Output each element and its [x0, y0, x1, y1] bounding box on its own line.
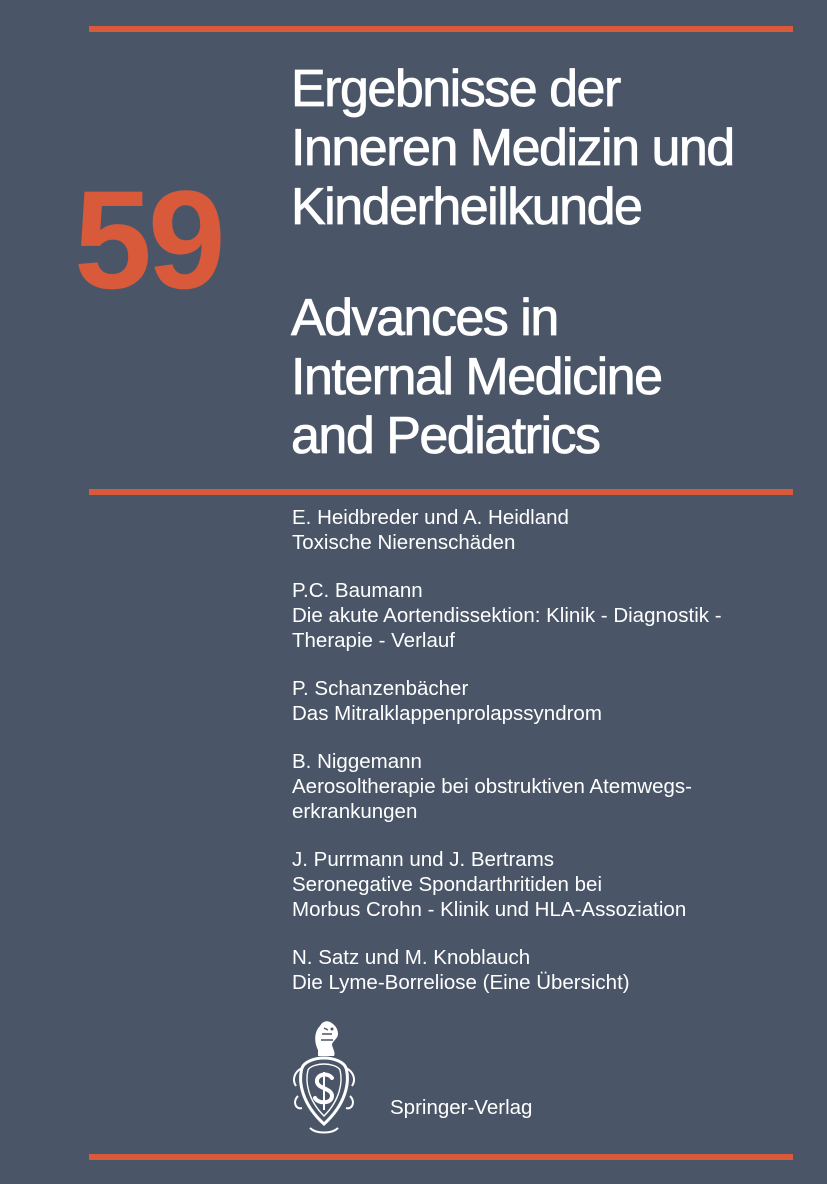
- volume-number: 59: [74, 161, 222, 318]
- contents-entry: [292, 505, 812, 555]
- entry-title-line: Therapie - Verlauf: [292, 629, 455, 652]
- entry-authors: E. Heidbreder und A. Heidland: [292, 506, 569, 529]
- entry-title-line: Seronegative Spondarthritiden bei: [292, 873, 602, 896]
- entry-authors: P. Schanzenbächer: [292, 677, 469, 700]
- contents-entry: [292, 847, 812, 922]
- publisher-name: Springer-Verlag: [390, 1096, 533, 1119]
- entry-title-line: Toxische Nierenschäden: [292, 531, 516, 554]
- springer-knight-logo-icon: [288, 1016, 360, 1138]
- entry-authors: N. Satz und M. Knoblauch: [292, 946, 531, 969]
- table-of-contents: [292, 505, 812, 1018]
- middle-rule: [89, 489, 793, 495]
- title-english: [291, 289, 811, 466]
- contents-entry: [292, 676, 812, 726]
- title-german: [291, 60, 811, 237]
- title-english-line: Internal Medicine: [291, 348, 662, 406]
- title-german-line: Ergebnisse der: [291, 60, 620, 118]
- title-english-line: Advances in: [291, 289, 558, 347]
- top-rule: [89, 26, 793, 32]
- entry-title-line: erkrankungen: [292, 800, 418, 823]
- entry-title-line: Morbus Crohn - Klinik und HLA-Assoziation: [292, 898, 687, 921]
- bottom-rule: [89, 1154, 793, 1160]
- entry-authors: B. Niggemann: [292, 750, 422, 773]
- entry-title-line: Die Lyme-Borreliose (Eine Übersicht): [292, 971, 630, 994]
- entry-title-line: Aerosoltherapie bei obstruktiven Atemwegs-: [292, 775, 692, 798]
- title-german-line: Kinderheilkunde: [291, 178, 642, 236]
- entry-authors: J. Purrmann und J. Bertrams: [292, 848, 555, 871]
- title-german-line: Inneren Medizin und: [291, 119, 734, 177]
- entry-title-line: Die akute Aortendissektion: Klinik - Diagnostik -: [292, 604, 722, 627]
- title-english-line: and Pediatrics: [291, 407, 600, 465]
- entry-title-line: Das Mitralklappenprolapssyndrom: [292, 702, 602, 725]
- contents-entry: [292, 578, 812, 653]
- contents-entry: [292, 749, 812, 824]
- entry-authors: P.C. Baumann: [292, 579, 423, 602]
- contents-entry: [292, 945, 812, 995]
